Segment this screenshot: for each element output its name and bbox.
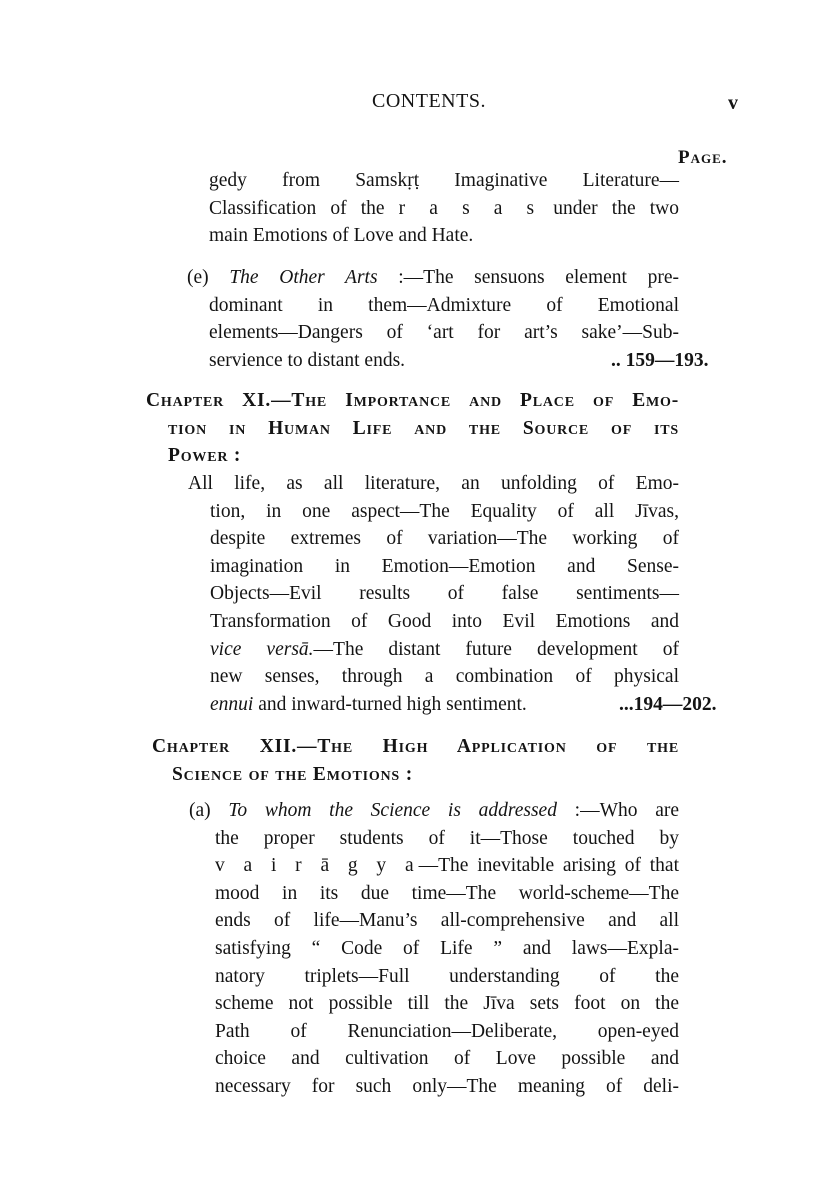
text-line: imagination in Emotion—Emotion and Sense- xyxy=(210,555,679,577)
ennui-term: ennui xyxy=(210,693,254,715)
text-line: dominant in them—Admixture of Emotional xyxy=(209,294,679,316)
continuation-entry xyxy=(209,167,679,250)
text-line: v a i r ā g y a—The inevitable arising of that xyxy=(215,855,679,877)
text-line: choice and cultivation of Love possible and xyxy=(215,1048,679,1070)
text-line: the proper students of it—Those touched by xyxy=(215,827,679,849)
section-label: (e) xyxy=(187,267,209,288)
text-line: necessary for such only—The meaning of deli- xyxy=(215,1075,679,1097)
text-line: tion, in one aspect—The Equality of all Jīvas, xyxy=(210,500,679,522)
text-line: gedy from Samskṛṭ Imaginative Literature— xyxy=(209,170,679,191)
text-line: elements—Dangers of ‘art for art’s sake’—Sub- xyxy=(209,322,679,344)
text-line: mood in its due time—The world-scheme—The xyxy=(215,882,679,904)
vairagya-term: v a i r ā g y a xyxy=(215,855,419,877)
vice-versa-term: vice versā. xyxy=(210,638,314,660)
text-line: Transformation of Good into Evil Emotions and xyxy=(210,610,679,632)
page-column-heading: Page. xyxy=(678,147,728,168)
chapter-heading-line: tion in Human Life and the Source of its xyxy=(168,417,679,439)
rasas-term: r a s a s xyxy=(398,197,540,219)
text-line: All life, as all literature, an unfolding of Emo- xyxy=(188,473,679,494)
section-a-entry xyxy=(189,797,679,1101)
chapter-12-heading xyxy=(152,733,679,788)
chapter-heading-line: Science of the Emotions : xyxy=(172,763,413,785)
text-line: (e) The Other Arts :—The sensuons element pre- xyxy=(187,267,680,288)
text-line: satisfying “ Code of Life ” and laws—Expla- xyxy=(215,937,679,959)
page-range: ...194—202. xyxy=(619,693,717,715)
text-line: despite extremes of variation—The working of xyxy=(210,528,679,550)
chapter-heading-line: Chapter XII.—The High Application of the xyxy=(152,736,679,757)
section-title: The Other Arts xyxy=(229,267,378,288)
chapter-heading-line: Power : xyxy=(168,445,242,467)
section-label: (a) xyxy=(189,800,211,821)
page-range: .. 159—193. xyxy=(611,349,709,371)
chapter-11-heading xyxy=(146,387,679,470)
running-head xyxy=(0,90,840,120)
text-line: Classification of the r a s a s under the two xyxy=(209,197,679,219)
text-line: servience to distant ends. .. 159—193. xyxy=(209,347,679,375)
page-number: v xyxy=(728,92,738,114)
text-line: natory triplets—Full understanding of the xyxy=(215,965,679,987)
section-title: To whom the Science is addressed xyxy=(228,800,557,821)
chapter-11-summary xyxy=(188,470,717,718)
text-line: scheme not possible till the Jīva sets foot on the xyxy=(215,993,679,1015)
text-line: Path of Renunciation—Deliberate, open-eyed xyxy=(215,1020,679,1042)
text-line: ennui and inward-turned high sentiment. ...194—202. xyxy=(210,691,679,719)
running-title: CONTENTS. xyxy=(372,90,486,112)
text-line: (a) To whom the Science is addressed :—Who are xyxy=(189,800,679,821)
section-e-entry xyxy=(187,264,709,374)
text-line: new senses, through a combination of physical xyxy=(210,666,679,688)
text-line: ends of life—Manu’s all-comprehensive and all xyxy=(215,910,679,932)
text-line: main Emotions of Love and Hate. xyxy=(209,225,474,247)
chapter-heading-line: Chapter XI.—The Importance and Place of Emo- xyxy=(146,390,679,411)
text-line: Objects—Evil results of false sentiments— xyxy=(210,583,679,605)
text-line: vice versā.—The distant future development of xyxy=(210,638,679,660)
